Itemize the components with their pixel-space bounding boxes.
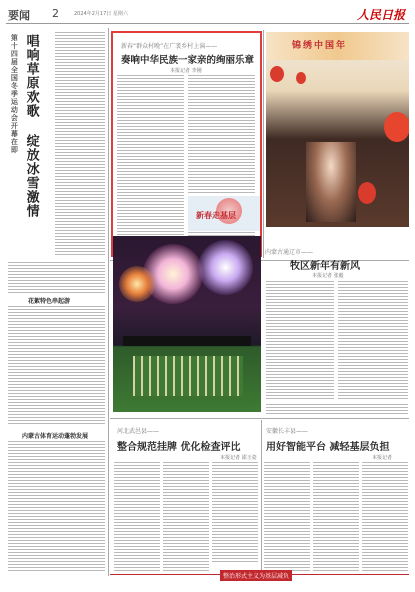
left-headline: 唱响草原欢歌 绽放冰雪激情 bbox=[23, 34, 39, 218]
bottom-right-headline: 用好智能平台 减轻基层负担 bbox=[266, 442, 390, 453]
fireworks-photo bbox=[113, 236, 261, 412]
bottom-band-label: 整治形式主义为基层减负 bbox=[220, 570, 292, 581]
bottom-left-body-col-2 bbox=[163, 462, 209, 572]
feature-kicker: 新春“群众村晚”在广袤乡村上演—— bbox=[121, 43, 218, 50]
photo-feature-caption bbox=[266, 404, 408, 414]
left-body-text-4 bbox=[8, 441, 105, 571]
firework-burst bbox=[119, 266, 155, 302]
bottom-left-headline: 整合规范挂牌 优化检查评比 bbox=[117, 442, 241, 453]
feature-body-col-1 bbox=[117, 75, 184, 247]
photo-feature-kicker: 内蒙古通辽市—— bbox=[265, 249, 314, 256]
left-subheading-1: 花絮特色串起游 bbox=[28, 298, 71, 305]
row-divider bbox=[110, 418, 409, 419]
bottom-right-byline: 本报记者 bbox=[372, 455, 393, 461]
left-body-text-3 bbox=[8, 306, 105, 426]
column-divider bbox=[261, 420, 262, 572]
bottom-right-body-col-2 bbox=[313, 462, 359, 572]
feature-stamp-graphic bbox=[188, 196, 260, 231]
banner-title: 锦绣中国年 bbox=[292, 41, 348, 51]
bottom-right-kicker: 安徽长丰县—— bbox=[266, 428, 309, 435]
bottom-left-body-col-3 bbox=[212, 462, 258, 562]
feature-headline: 奏响中华民族一家亲的绚丽乐章 bbox=[121, 55, 255, 66]
photo-feature-headline: 牧区新年有新风 bbox=[290, 261, 360, 272]
section-name: 要闻 bbox=[8, 9, 30, 22]
left-kicker: 第十四届全国冬季运动会开幕在即 bbox=[10, 34, 20, 154]
lantern-icon bbox=[384, 112, 409, 142]
page-number: 2 bbox=[52, 7, 59, 20]
bottom-left-kicker: 河北武邑县—— bbox=[117, 428, 160, 435]
stadium-edge bbox=[123, 336, 251, 346]
firework-burst bbox=[198, 240, 253, 295]
bottom-left-body-col-1 bbox=[114, 462, 160, 572]
photo-feature-byline: 本报记者 张毅 bbox=[312, 273, 344, 279]
photo-feature-body-col-2 bbox=[338, 281, 408, 399]
field-performers bbox=[133, 356, 243, 396]
stamp-label: 新春走基层 bbox=[196, 210, 236, 220]
bottom-right-body-col-3 bbox=[362, 462, 408, 572]
lantern-icon bbox=[296, 72, 306, 84]
bottom-left-byline: 本报记者 邵玉姿 bbox=[220, 455, 257, 461]
left-body-text-2 bbox=[8, 262, 105, 294]
lantern-icon bbox=[358, 182, 376, 204]
column-divider bbox=[108, 28, 109, 576]
page-header bbox=[6, 6, 409, 24]
new-year-photo bbox=[266, 32, 409, 227]
left-body-text bbox=[55, 32, 105, 257]
left-subheading-2: 内蒙古体育运动蓬勃发展 bbox=[22, 433, 89, 440]
bottom-right-body-col-1 bbox=[264, 462, 310, 572]
issue-date: 2024年2月17日 星期六 bbox=[74, 11, 128, 17]
lantern-icon bbox=[270, 66, 284, 82]
photo-feature-body-col-1 bbox=[266, 281, 334, 399]
performer-figure bbox=[306, 142, 356, 222]
feature-byline: 本报记者 李刚 bbox=[170, 68, 202, 74]
masthead-logo: 人民日报 bbox=[356, 8, 405, 22]
feature-body-col-2 bbox=[188, 75, 255, 193]
column-divider bbox=[263, 30, 264, 258]
